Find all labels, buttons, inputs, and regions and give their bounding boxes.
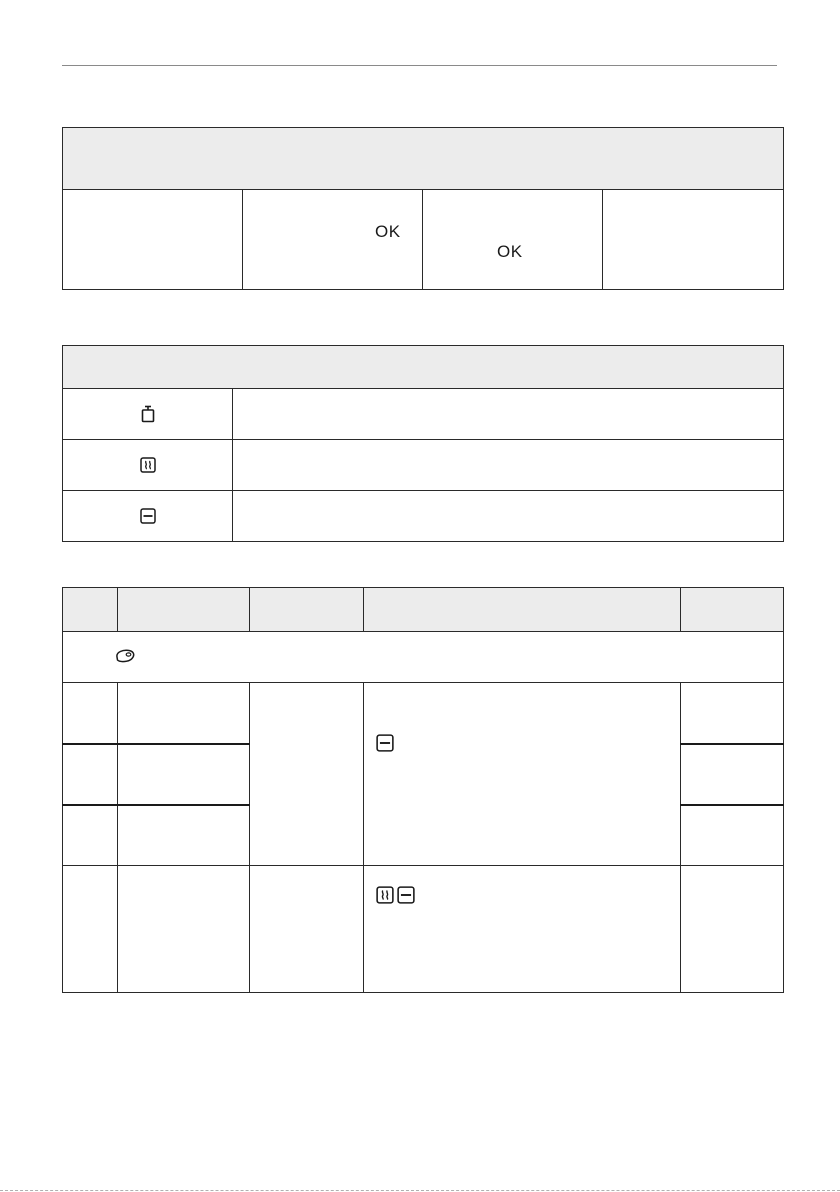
cooking-table	[62, 587, 784, 993]
item-number-cell	[63, 805, 118, 866]
symbol-cell-bottom-heat	[63, 491, 233, 542]
item-number-cell	[63, 744, 118, 805]
item-name-cell	[118, 866, 250, 993]
timer-icon	[141, 405, 155, 423]
item-time-cell	[681, 805, 784, 866]
ok-label: OK	[375, 222, 401, 241]
item-name-cell	[118, 683, 250, 744]
settings-cell-3	[423, 190, 603, 290]
symbols-table	[62, 345, 784, 542]
item-time-cell	[681, 866, 784, 993]
header-col-1	[63, 588, 118, 632]
symbol-cell-timer	[63, 389, 233, 440]
settings-table-header	[63, 128, 784, 190]
page-bottom-edge	[0, 1190, 840, 1191]
symbol-desc-timer	[233, 389, 784, 440]
settings-cell-1	[63, 190, 243, 290]
meat-icon	[114, 648, 136, 664]
item-name-cell	[118, 805, 250, 866]
ok-label: OK	[497, 242, 523, 261]
settings-cell-2	[243, 190, 423, 290]
item-name-cell	[118, 744, 250, 805]
item-number-cell	[63, 683, 118, 744]
header-col-4	[364, 588, 681, 632]
top-heat-icon	[376, 886, 394, 904]
shared-temp-cell	[250, 683, 364, 866]
symbols-table-header	[63, 346, 784, 389]
bottom-heat-icon	[376, 734, 394, 752]
symbol-desc-bottom-heat	[233, 491, 784, 542]
item-temp-cell	[250, 866, 364, 993]
bottom-heat-icon	[140, 508, 156, 524]
shared-function-cell	[364, 683, 681, 866]
settings-cell-4	[603, 190, 784, 290]
symbol-desc-top-heat	[233, 440, 784, 491]
item-time-cell	[681, 683, 784, 744]
category-row	[63, 632, 784, 683]
item-number-cell	[63, 866, 118, 993]
bottom-heat-icon	[397, 886, 415, 904]
settings-table	[62, 127, 784, 290]
symbol-cell-top-heat	[63, 440, 233, 491]
item-time-cell	[681, 744, 784, 805]
header-col-5	[681, 588, 784, 632]
top-rule	[62, 65, 777, 66]
header-col-2	[118, 588, 250, 632]
header-col-3	[250, 588, 364, 632]
item-function-cell	[364, 866, 681, 993]
top-heat-icon	[140, 457, 156, 473]
